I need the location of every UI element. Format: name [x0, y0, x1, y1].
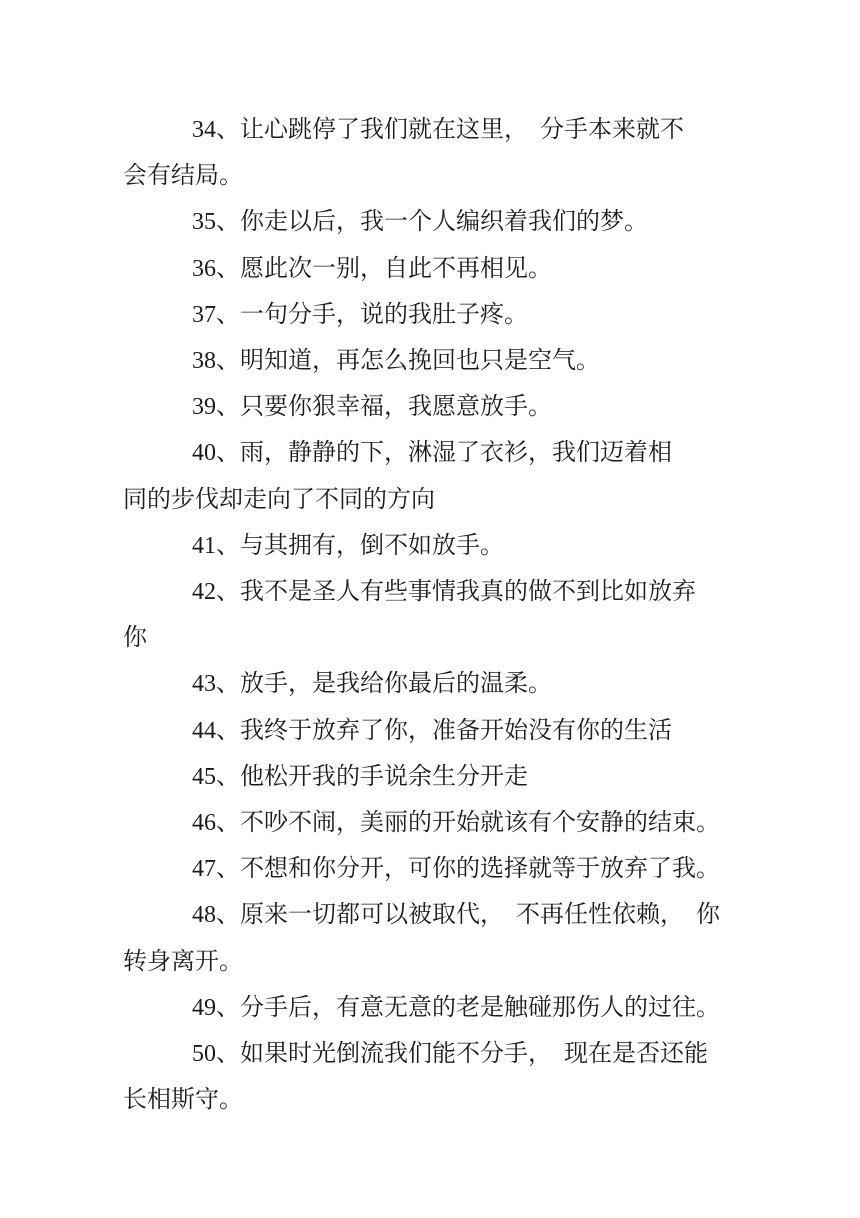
- quote-line: 37、一句分手，说的我肚子疼。: [192, 301, 528, 328]
- quote-line: 46、不吵不闹，美丽的开始就该有个安静的结束。: [192, 810, 720, 837]
- quote-line: 会有结局。: [123, 163, 243, 190]
- quote-line: 42、我不是圣人有些事情我真的做不到比如放弃: [192, 579, 696, 606]
- quote-line: 35、你走以后，我一个人编织着我们的梦。: [192, 209, 648, 236]
- quote-paragraph: [123, 246, 760, 292]
- quote-paragraph: [123, 661, 760, 707]
- quote-line: 48、原来一切都可以被取代， 不再任性依赖， 你: [192, 902, 720, 929]
- quote-paragraph: [123, 892, 760, 984]
- quote-line: 转身离开。: [123, 948, 243, 975]
- quote-line: 41、与其拥有，倒不如放手。: [192, 532, 504, 559]
- quote-paragraph: [123, 708, 760, 754]
- quote-line: 50、如果时光倒流我们能不分手， 现在是否还能: [192, 1041, 708, 1068]
- quote-line: 34、让心跳停了我们就在这里， 分手本来就不: [192, 117, 684, 143]
- quote-paragraph: [123, 107, 760, 199]
- quote-line: 你: [123, 625, 147, 652]
- quote-line: 38、明知道，再怎么挽回也只是空气。: [192, 348, 600, 375]
- quote-line: 40、雨，静静的下，淋湿了衣衫，我们迈着相: [192, 440, 672, 467]
- quote-paragraph: [123, 292, 760, 338]
- quote-paragraph: [123, 1031, 760, 1123]
- quote-paragraph: [123, 846, 760, 892]
- quote-line: 长相斯守。: [123, 1087, 243, 1114]
- quote-line: 39、只要你狠幸福，我愿意放手。: [192, 394, 552, 421]
- quote-line: 47、不想和你分开，可你的选择就等于放弃了我。: [192, 856, 720, 883]
- quote-line: 44、我终于放弃了你，准备开始没有你的生活: [192, 717, 672, 744]
- quote-line: 45、他松开我的手说余生分开走: [192, 763, 528, 790]
- quote-paragraph: [123, 338, 760, 384]
- quote-line: 同的步伐却走向了不同的方向: [123, 486, 435, 513]
- quote-paragraph: [123, 523, 760, 569]
- quote-paragraph: [123, 384, 760, 430]
- quote-paragraph: [123, 800, 760, 846]
- quote-paragraph: [123, 754, 760, 800]
- quote-line: 49、分手后，有意无意的老是触碰那伤人的过往。: [192, 994, 720, 1021]
- quote-line: 36、愿此次一别，自此不再相见。: [192, 255, 552, 282]
- quote-line: 43、放手，是我给你最后的温柔。: [192, 671, 552, 698]
- quote-paragraph: [123, 569, 760, 661]
- quote-paragraph: [123, 430, 760, 522]
- quote-paragraph: [123, 199, 760, 245]
- quote-paragraph: [123, 985, 760, 1031]
